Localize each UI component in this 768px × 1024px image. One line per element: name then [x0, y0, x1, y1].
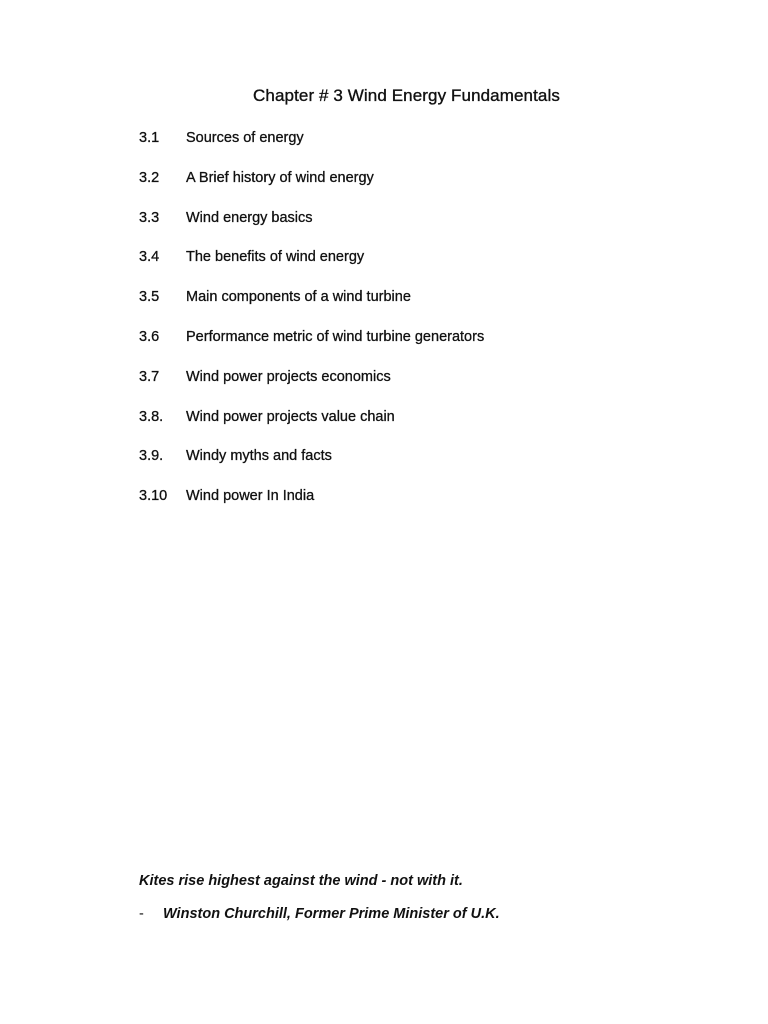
toc-item-label: Wind power projects value chain	[186, 408, 395, 425]
attribution-author: Winston Churchill, Former Prime Minister of U.K.	[163, 906, 500, 922]
toc-item-3-4	[139, 249, 484, 289]
toc-item-number: 3.6	[139, 328, 160, 345]
quote-text: Kites rise highest against the wind - not with it.	[139, 873, 463, 889]
toc-item-number: 3.3	[139, 209, 160, 226]
toc-item-3-8	[139, 409, 484, 449]
toc-item-label: Main components of a wind turbine	[186, 289, 411, 306]
toc-item-3-7	[139, 369, 484, 409]
toc-item-label: Sources of energy	[186, 130, 304, 146]
toc-item-number: 3.4	[139, 249, 160, 266]
quote-attribution	[139, 906, 500, 922]
attribution-dash: -	[139, 906, 144, 922]
toc-item-number: 3.10	[139, 488, 168, 505]
toc-item-label: A Brief history of wind energy	[186, 169, 374, 186]
toc-item-3-10	[139, 488, 484, 528]
toc-item-number: 3.8.	[139, 408, 164, 425]
toc-item-label: Wind power projects economics	[186, 368, 391, 385]
toc-item-3-6	[139, 329, 484, 369]
toc-item-3-3	[139, 210, 484, 250]
toc-item-label: The benefits of wind energy	[186, 249, 365, 266]
toc-item-number: 3.2	[139, 169, 160, 186]
toc-item-label: Wind power In India	[186, 488, 315, 505]
toc-item-label: Wind energy basics	[186, 209, 313, 226]
toc-item-3-1	[139, 130, 484, 170]
toc-item-label: Performance metric of wind turbine generators	[186, 328, 485, 345]
toc-item-3-2	[139, 170, 484, 210]
chapter-title: Chapter # 3 Wind Energy Fundamentals	[253, 86, 560, 105]
toc-item-3-5	[139, 289, 484, 329]
toc-item-number: 3.1	[139, 130, 160, 146]
toc-item-number: 3.7	[139, 368, 160, 385]
toc-item-label: Windy myths and facts	[186, 448, 332, 465]
toc-item-3-9	[139, 448, 484, 488]
toc-item-number: 3.5	[139, 289, 160, 306]
table-of-contents	[139, 130, 484, 528]
toc-item-number: 3.9.	[139, 448, 164, 465]
